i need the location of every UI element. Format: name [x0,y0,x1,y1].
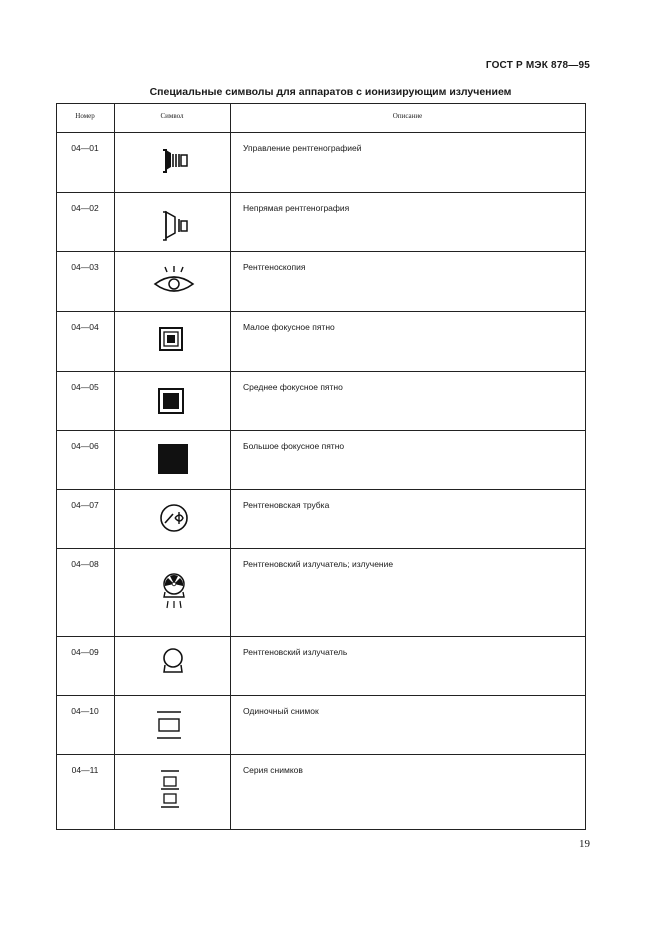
radiography-control-icon [157,142,193,178]
x-ray-source-icon [160,645,186,679]
table-title: Специальные символы для аппаратов с ионизирующим излучением [149,86,512,98]
fluoroscopy-eye-icon [149,261,199,297]
symbols-table [56,103,586,830]
column-separator [230,103,231,830]
row-description: Одиночный снимок [243,706,319,716]
header-separator [56,132,586,133]
row-description: Большое фокусное пятно [243,441,345,451]
row-description: Рентгеновская трубка [243,500,330,510]
table-border-right [585,103,586,830]
row-description: Среднее фокусное пятно [243,382,343,392]
row-number: 04—11 [71,765,99,775]
standard-code: ГОСТ Р МЭК 878—95 [485,60,590,71]
row-separator [56,311,586,312]
row-description: Рентгеновский излучатель; излучение [243,559,394,569]
row-description: Серия снимков [243,765,303,775]
small-focal-spot-icon [158,326,184,352]
table-border-bottom [56,829,586,830]
x-ray-tube-icon [157,501,191,535]
indirect-radiography-icon [157,202,193,246]
row-separator [56,695,586,696]
row-description: Управление рентгенографией [243,143,362,153]
x-ray-source-emitting-icon [159,570,189,612]
row-separator [56,251,586,252]
row-separator [56,636,586,637]
row-number: 04—09 [71,647,99,657]
row-description: Рентгеноскопия [243,262,306,272]
column-header-description: Описание [392,112,423,120]
medium-focal-spot-icon [157,387,185,415]
row-separator [56,754,586,755]
row-number: 04—08 [71,559,99,569]
table-border-top [56,103,586,104]
page-number: 19 [579,838,590,850]
row-number: 04—07 [71,500,99,510]
serial-exposures-icon [159,769,181,809]
row-description: Непрямая рентгенография [243,203,350,213]
column-separator [114,103,115,830]
row-description: Малое фокусное пятно [243,322,335,332]
row-number: 04—01 [71,143,99,153]
row-number: 04—06 [71,441,99,451]
row-description: Рентгеновский излучатель [243,647,348,657]
column-header-number: Номер [75,112,95,120]
row-separator [56,192,586,193]
row-number: 04—04 [71,322,99,332]
large-focal-spot-icon [157,443,189,475]
row-number: 04—03 [71,262,99,272]
row-separator [56,548,586,549]
row-number: 04—02 [71,203,99,213]
column-header-symbol: Символ [160,112,184,120]
row-number: 04—10 [71,706,99,716]
row-number: 04—05 [71,382,99,392]
row-separator [56,430,586,431]
row-separator [56,489,586,490]
single-exposure-icon [155,710,183,740]
row-separator [56,371,586,372]
